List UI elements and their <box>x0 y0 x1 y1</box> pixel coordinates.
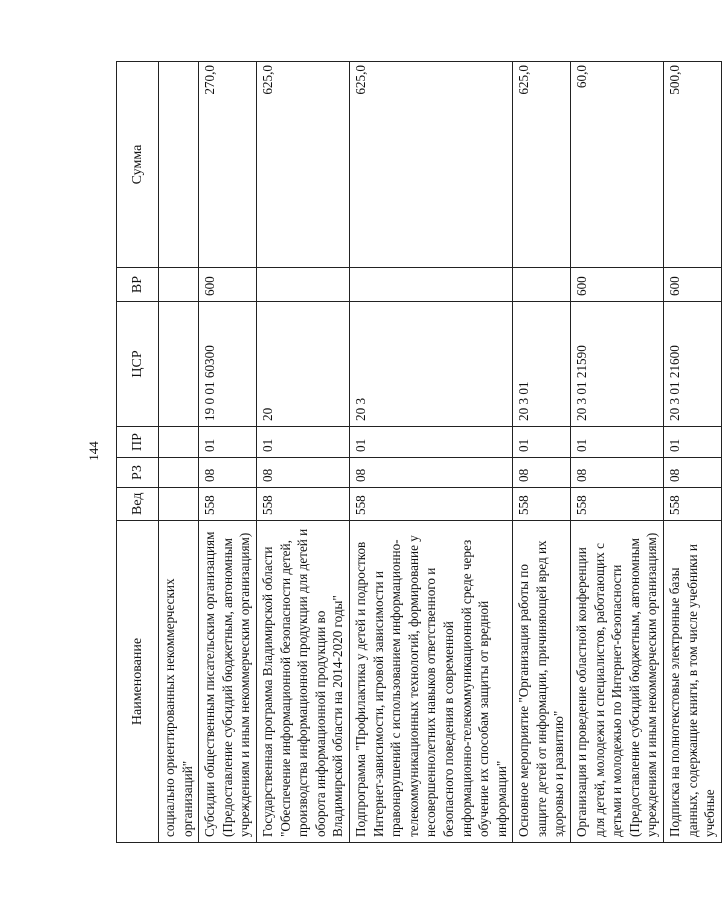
cell-name: Подпрограмма "Профилактика у детей и подростков Интернет-зависимости, игровой зависимости и правонарушений с использованием информационно-телекоммуникационных технологий, формирование у несовершеннолетних навыков ответственного и безопасного поведения в современной информационно-телекоммуникационной среде через обучение их способам защиты от вредной информации" <box>349 521 512 843</box>
cell-vr <box>513 268 571 302</box>
cell-ved: 558 <box>199 488 257 521</box>
cell-ved: 558 <box>256 488 349 521</box>
cell-csr: 20 <box>256 302 349 427</box>
cell-rz: 08 <box>571 458 664 488</box>
header-pr: ПР <box>117 427 159 458</box>
cell-pr: 01 <box>664 427 722 458</box>
header-name: Наименование <box>117 521 159 843</box>
header-row <box>117 62 159 843</box>
cell-rz <box>159 458 199 488</box>
table-row <box>349 62 512 843</box>
table-row <box>571 62 664 843</box>
header-csr: ЦСР <box>117 302 159 427</box>
cell-rz: 08 <box>256 458 349 488</box>
cell-sum: 625,0 <box>349 62 512 268</box>
cell-sum: 625,0 <box>513 62 571 268</box>
budget-table <box>116 61 722 843</box>
cell-rz: 08 <box>664 458 722 488</box>
page-number: 144 <box>86 441 101 461</box>
table-row <box>199 62 257 843</box>
cell-sum: 270,0 <box>199 62 257 268</box>
cell-rz: 08 <box>199 458 257 488</box>
cell-vr: 600 <box>664 268 722 302</box>
cell-ved: 558 <box>513 488 571 521</box>
cell-pr: 01 <box>349 427 512 458</box>
cell-vr: 600 <box>199 268 257 302</box>
cell-ved: 558 <box>571 488 664 521</box>
cell-pr: 01 <box>256 427 349 458</box>
cell-name: социально ориентированных некоммерческих организаций" <box>159 521 199 843</box>
cell-pr: 01 <box>571 427 664 458</box>
cell-ved <box>159 488 199 521</box>
cell-sum: 500,0 <box>664 62 722 268</box>
budget-table-rotated <box>116 62 718 843</box>
cell-ved: 558 <box>349 488 512 521</box>
cell-name: Субсидии общественным писательским организациям (Предоставление субсидий бюджетным, автономным учреждениям и иным некоммерческим организациям) <box>199 521 257 843</box>
table-row <box>664 62 722 843</box>
cell-ved: 558 <box>664 488 722 521</box>
cell-name: Государственная программа Владимирской области "Обеспечение информационной безопасности детей, производства информационной продукции для детей и оборота информационной продукции во Владимирской области на 2014-2020 годы" <box>256 521 349 843</box>
cell-vr: 600 <box>571 268 664 302</box>
cell-vr <box>349 268 512 302</box>
cell-pr: 01 <box>513 427 571 458</box>
cell-sum: 625,0 <box>256 62 349 268</box>
cell-sum: 60,0 <box>571 62 664 268</box>
cell-rz: 08 <box>349 458 512 488</box>
cell-csr: 20 3 <box>349 302 512 427</box>
cell-vr <box>159 268 199 302</box>
cell-csr: 20 3 01 21590 <box>571 302 664 427</box>
cell-csr: 19 0 01 60300 <box>199 302 257 427</box>
cell-rz: 08 <box>513 458 571 488</box>
cell-csr <box>159 302 199 427</box>
cell-csr: 20 3 01 21600 <box>664 302 722 427</box>
header-vr: ВР <box>117 268 159 302</box>
table-row <box>513 62 571 843</box>
cell-vr <box>256 268 349 302</box>
cell-sum <box>159 62 199 268</box>
cell-name: Организация и проведение областной конференции для детей, молодежи и специалистов, работающих с детьми и молодежью по Интернет-безопасности (Предоставление субсидий бюджетным, автономным учреждениям и иным некоммерческим организациям) <box>571 521 664 843</box>
cell-pr <box>159 427 199 458</box>
cell-name: Основное мероприятие "Организация работы по защите детей от информации, причиняющей вред их здоровью и развитию" <box>513 521 571 843</box>
cell-name: Подписка на полнотекстовые электронные базы данных, содержащие книги, в том числе учебники и учебные <box>664 521 722 843</box>
table-row <box>256 62 349 843</box>
table-row <box>159 62 199 843</box>
header-sum: Сумма <box>117 62 159 268</box>
cell-pr: 01 <box>199 427 257 458</box>
cell-csr: 20 3 01 <box>513 302 571 427</box>
header-ved: Вед <box>117 488 159 521</box>
header-rz: РЗ <box>117 458 159 488</box>
